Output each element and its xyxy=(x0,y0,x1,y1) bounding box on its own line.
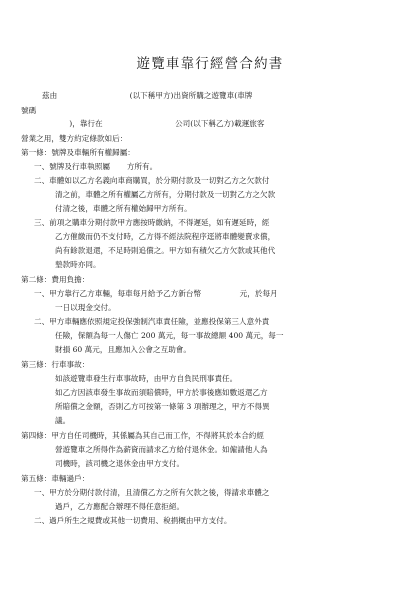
document-line: 財損 60 萬元，且應加入公會之互助會。 xyxy=(55,345,191,354)
document-line: )，靠行在 公司(以下稱乙方)載運旅客 xyxy=(21,119,265,128)
document-line: 第三條：行車事故： xyxy=(21,360,90,369)
document-line: 一、甲方靠行乙方車輛，每車每月給予乙方新台幣 元，於每月 xyxy=(34,289,278,298)
document-line: 第五條：車輛過戶： xyxy=(21,474,90,483)
document-title: 遊覽車靠行經營合約書 xyxy=(136,56,284,72)
document-line: 第一條：號牌及車輛所有權歸屬： xyxy=(21,148,135,157)
document-line: 一、甲方於分期付款付清，且清償乙方之所有欠款之後，得請求車體之 xyxy=(34,488,270,497)
document-line: 清之前，車體之所有權屬乙方所有，分期付款及一切對乙方之欠款 xyxy=(55,190,276,199)
document-line: 營業之用，雙方約定條款如后： xyxy=(21,134,128,143)
document-line: 二、過戶所生之規費或其他一切費用、稅捐概由甲方支付。 xyxy=(34,516,232,525)
document-line: 號碼 xyxy=(21,106,37,115)
document-line: 二、車體如以乙方名義向車商購買，於分期付款及一切對乙方之欠款付 xyxy=(34,176,270,185)
document-line: 乙方催繳而仍不支付時，乙方得不經法院程序逕將車體變賣求償， xyxy=(55,232,276,241)
document-line: 茲由 (以下稱甲方)出資所購之遊覽車(車牌 xyxy=(42,91,253,100)
document-line: 如乙方因該車發生事故而須賠償時，甲方於事後應如數返還乙方 xyxy=(55,388,268,397)
document-line: 墊款時亦同。 xyxy=(55,260,101,269)
document-line: 尚有餘款退還，不足時則追償之。甲方如有積欠乙方欠款或其他代 xyxy=(55,246,276,255)
document-line: 三、前項之購車分期付款甲方應按時繳納，不得遲延，如有遲延時，經 xyxy=(34,218,270,227)
document-line: 如該遊覽車發生行車事故時，由甲方自負民刑事責任。 xyxy=(55,374,238,383)
document-line: 任險，保額為每一人傷亡 200 萬元，每一事故總額 400 萬元，每一 xyxy=(55,331,284,340)
document-line: 所賠償之金額，否則乙方可按第一條第 3 項辦理之，甲方不得異 xyxy=(55,402,270,411)
document-line: 過戶，乙方應配合辦理不得任意拒絕。 xyxy=(55,502,185,511)
document-line: 司機時，該司機之退休金由甲方支付。 xyxy=(55,459,185,468)
document-line: 第二條：費用負擔： xyxy=(21,275,90,284)
document-line: 一、號牌及行車執照屬 方所有。 xyxy=(34,162,158,171)
document-line: 第四條：甲方自任司機時，其係屬為其自己而工作，不得將其於本合約經 xyxy=(21,431,264,440)
document-line: 營遊覽車之所得作為薪資而請求乙方給付退休金。如僱請他人為 xyxy=(55,445,268,454)
document-line: 議。 xyxy=(55,416,71,425)
document-line: 二、甲方車輛應依照規定投保強制汽車責任險，並應投保第三人意外責 xyxy=(34,317,270,326)
document-line: 付清之後，車體之所有權始歸甲方所有。 xyxy=(55,204,192,213)
document-line: 一日以現金交付。 xyxy=(55,303,116,312)
